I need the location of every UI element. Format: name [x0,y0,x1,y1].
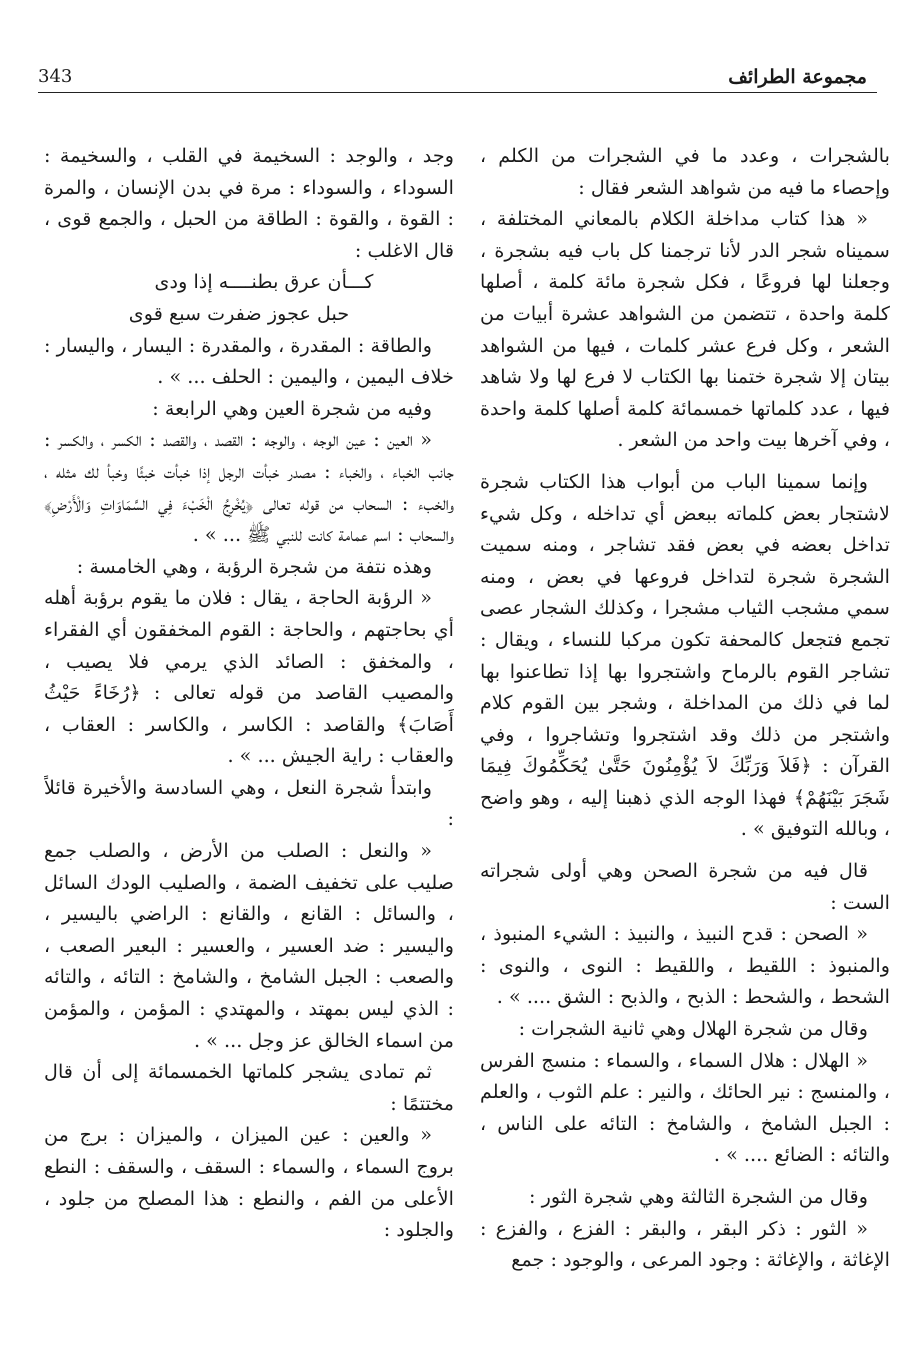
paragraph: ثم تمادى يشجر كلماتها الخمسمائة إلى أن قال مختتمًا : [44,1060,454,1115]
poem-verse: كـــأن عرق بطنــــه إذا ودى [154,270,374,294]
paragraph: « الرؤبة الحاجة ، يقال : فلان ما يقوم برؤبة أهله أي بحاجتهم ، والحاجة : القوم المخفقون أي الفقراء ، والمخفق : الصائد الذي يرمي فلا يصيب ، والمصيب القاصد من قوله تعالى : ﴿رُخَاءً حَيْثُ أَصَابَ﴾ والقاصد : الكاسر ، والكاسر : العقاب ، والعقاب : راية الجيش ... » . [44,586,454,768]
paragraph: وهذه نتفة من شجرة الرؤبة ، وهي الخامسة : [76,554,432,578]
left-column [44,140,454,1325]
paragraph: « الهلال : هلال السماء ، والسماء : منسج الفرس ، والمنسج : نير الحائك ، والنير : علم الثوب ، والعلم : الجبل الشامخ ، والشامخ : التائه على الناس ، والتائه : الضائع .... » . [480,1048,890,1167]
page-header [38,58,877,93]
paragraph: « العين : عين الوجه ، والوجه : القصد ، والقصد : الكسر ، والكسر : جانب الخباء ، والخباء : مصدر خبأت الرجل إذا خبأت خبئًا وخبأ لك مثله ، والخبء : السحاب من قوله تعالى ﴿يُخْرِجُ الْخَبْءَ فِي السَّمَاوَاتِ وَالْأَرْضِ﴾ والسحاب : اسم عمامة كانت للنبي ﷺ ... » . [44,428,454,547]
paragraph: وإنما سمينا الباب من أبواب هذا الكتاب شجرة لاشتجار بعض كلماته ببعض أي تداخله ، وكل شيء تداخل بعضه في بعض فقد تشاجر ، ومنه سميت الشجرة شجرة لتداخل فروعها في بعض ، ومنه سمي مشجب الثياب مشجرا ، وكذلك الشجار عصى تجمع فتجعل كالمحفة تكون مركبا للنساء ، ويقال : تشاجر القوم بالرماح واشتجروا بها إذا تطاعنوا بها لما في ذلك من المداخلة ، وشجر بين القوم كلام واشتجر من ذلك وقد اشتجروا وتشاجروا ، وفي القرآن : ﴿فَلاَ وَرَبِّكَ لاَ يُؤْمِنُونَ حَتَّىٰ يُحَكِّمُوكَ فِيمَا شَجَرَ بَيْنَهُمْ﴾ فهذا الوجه الذي ذهبنا إليه ، وهو واضح ، وبالله التوفيق » . [480,469,890,841]
poem-verse: حبل عجوز ضفرت سبع قوى [128,301,350,325]
paragraph: وقال من شجرة الهلال وهي ثانية الشجرات : [518,1017,868,1041]
paragraph: وجد ، والوجد : السخيمة في القلب ، والسخيمة : السوداء ، والسوداء : مرة في بدن الإنسان ، والمرة : القوة ، والقوة : الطاقة من الحبل ، والجمع قوى ، قال الاغلب : [44,144,454,262]
paragraph: وقال من الشجرة الثالثة وهي شجرة الثور : [529,1185,868,1208]
paragraph: « والعين : عين الميزان ، والميزان : برج من بروج السماء ، والسماء : السقف ، والسقف : النطع الأعلى من الفم ، والنطع : هذا المصلح من جلود ، والجلود : [44,1123,454,1242]
paragraph: « والنعل : الصلب من الأرض ، والصلب جمع صليب على تخفيف الضمة ، والصليب الودك السائل ، والسائل : القانع ، والقانع : الراضي باليسير ، واليسير : ضد العسير ، والعسير : البعير الصعب ، والصعب : الجبل الشامخ ، والشامخ : التائه ، والتائه : الذي ليس بمهتد ، والمهتدي : المؤمن ، والمؤمن من اسماء الخالق عز وجل ... » . [44,839,454,1052]
page-number: 343 [38,66,73,87]
paragraph: « الثور : ذكر البقر ، والبقر : الفزع ، والفزع : الإغاثة ، والإغاثة : وجود المرعى ، والوجود : جمع [480,1216,890,1272]
paragraph: بالشجرات ، وعدد ما في الشجرات من الكلم ، وإحصاء ما فيه من شواهد الشعر فقال : [480,144,890,199]
paragraph: قال فيه من شجرة الصحن وهي أولى شجراته الست : [480,859,890,914]
right-column [480,140,890,1325]
paragraph: وابتدأ شجرة النعل ، وهي السادسة والأخيرة قائلاً : [44,775,454,831]
running-title: مجموعة الطرائف [728,66,867,88]
paragraph: « الصحن : قدح النبيذ ، والنبيذ : الشيء المنبوذ ، والمنبوذ : اللقيط ، واللقيط : النوى ، والنوى : الشحط ، والشحط : الذبح ، والذبح : الشق .... » . [480,922,890,1009]
paragraph: وفيه من شجرة العين وهي الرابعة : [152,396,432,420]
paragraph: « هذا كتاب مداخلة الكلام بالمعاني المختلفة ، سميناه شجر الدر لأنا ترجمنا كل باب فيه بشجرة ، وجعلنا لها فروعًا ، فكل شجرة مائة كلمة ، أصلها كلمة واحدة ، تتضمن من الشواهد عشرة أبيات من الشعر ، وكل فرع عشر كلمات ، فيها من الشواهد بيتان إلا شجرة ختمنا بها الكتاب لا فرع لها ولا شاهد فيها ، عدد كلماتها خمسمائة كلمة أصلها كلمة واحدة ، وفي آخرها بيت واحد من الشعر . [480,207,890,452]
paragraph: والطاقة : المقدرة ، والمقدرة : اليسار ، واليسار : خلاف اليمين ، واليمين : الحلف ... » . [44,333,454,389]
